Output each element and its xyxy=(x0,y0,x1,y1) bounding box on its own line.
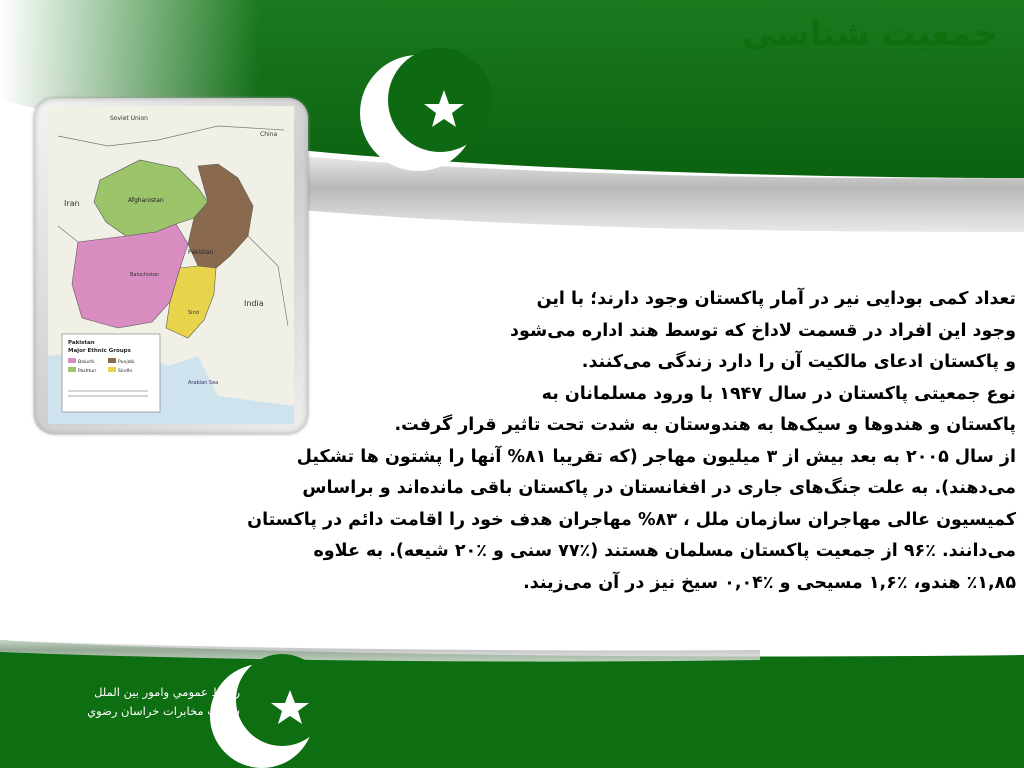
legend-title: Pakistan xyxy=(68,340,95,346)
body-line: ٪۱,۸۵ هندو، ٪۱,۶ مسیحی و ٪۰,۰۴ سیخ نیز در آن می‌زیند. xyxy=(523,572,1016,593)
map-label-pakistan: Pakistan xyxy=(188,249,214,256)
slide-body-text xyxy=(0,284,1016,599)
map-label-sind: Sind xyxy=(188,310,199,316)
map-label-baluchistan: Baluchistan xyxy=(130,272,160,278)
map-label-iran: Iran xyxy=(64,199,80,208)
map-label-arabian-sea: Arabian Sea xyxy=(188,380,219,386)
map-label-china: China xyxy=(260,131,278,138)
footer-line-1: روابط عمومي وامور بين الملل xyxy=(94,685,240,699)
body-line: پاکستان و هندوها و سیک‌ها به هندوستان به شدت تحت تاثیر قرار گرفت. xyxy=(394,415,1016,435)
map-label-india: India xyxy=(244,299,264,308)
legend-punjabi: Punjabi xyxy=(118,360,135,365)
body-line: کمیسیون عالی مهاجران سازمان ملل ، ۸۳% مهاجران هدف خود را اقامت دائم در پاکستان xyxy=(247,509,1016,530)
body-line: تعداد کمی بودایی نیر در آمار پاکستان وجود دارند؛ با این xyxy=(536,289,1016,309)
slide-title: جمعیت شناسی xyxy=(741,14,998,54)
body-line: می‌دانند. ٪۹۶ از جمعیت پاکستان مسلمان هستند (٪۷۷ سنی و ٪۲۰ شیعه). به علاوه xyxy=(313,541,1016,561)
map-label-soviet-union: Soviet Union xyxy=(110,115,148,122)
body-line: می‌دهند). به علت جنگ‌های جاری در افغانستان در پاکستان باقی مانده‌اند و براساس xyxy=(302,478,1016,498)
map-label-afghanistan: Afghanistan xyxy=(128,197,164,204)
body-line: از سال ۲۰۰۵ به بعد بیش از ۳ میلیون مهاجر (که تقریبا ۸۱% آنها را پشتون ها تشکیل xyxy=(296,446,1016,467)
footer-line-2: شركت مخابرات خراسان رضوي xyxy=(87,704,240,718)
legend-pashtun: Pashtun xyxy=(78,369,96,374)
body-line: و پاکستان ادعای مالکیت آن را دارد زندگی می‌کنند. xyxy=(581,352,1016,372)
body-line: وجود این افراد در قسمت لاداخ که توسط هند اداره می‌شود xyxy=(510,320,1016,341)
body-line: نوع جمعیتی پاکستان در سال ۱۹۴۷ با ورود مسلمانان به xyxy=(541,383,1016,404)
footer-organization xyxy=(10,683,240,721)
legend-subtitle: Major Ethnic Groups xyxy=(68,348,131,354)
legend-baluchi: Baluchi xyxy=(78,360,95,365)
legend-sindhi: Sindhi xyxy=(118,369,132,374)
